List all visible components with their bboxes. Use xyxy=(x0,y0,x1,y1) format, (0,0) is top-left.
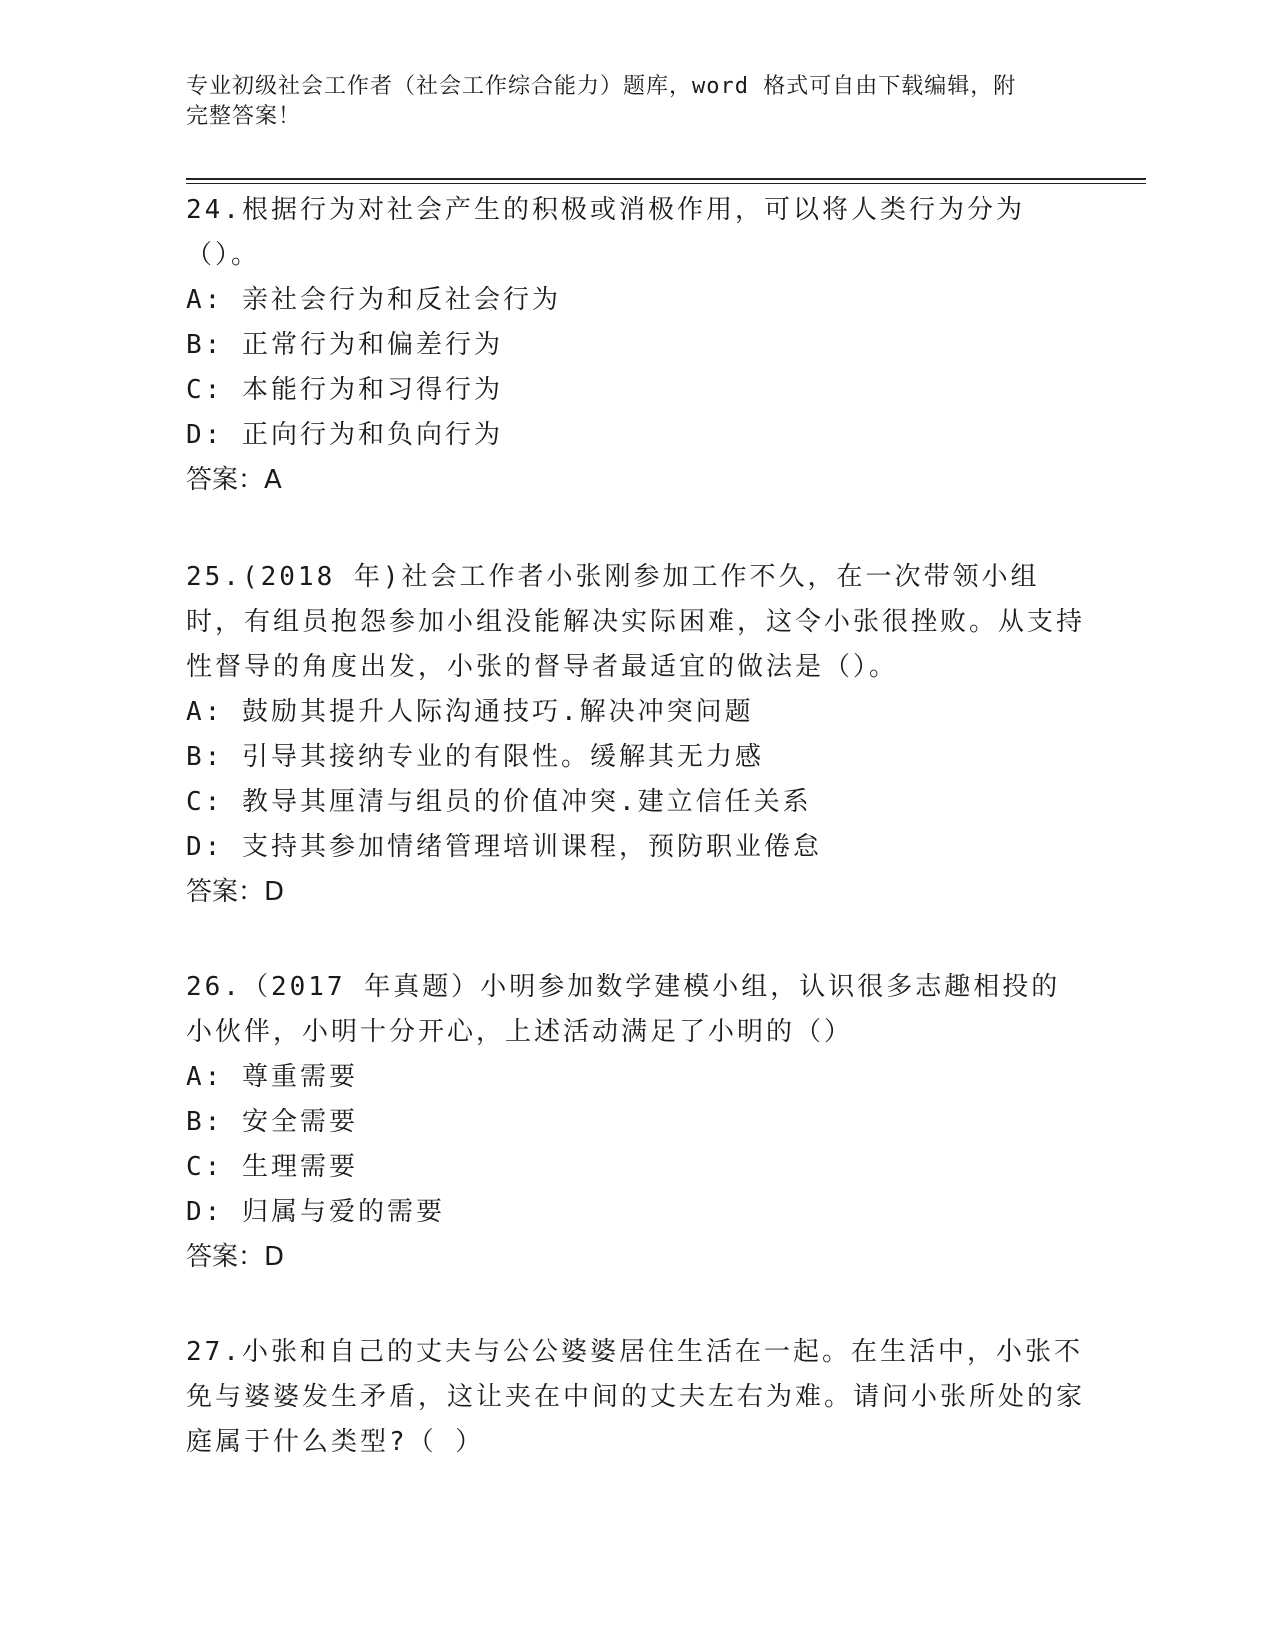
question-27 xyxy=(186,1330,1086,1465)
question-26 xyxy=(186,965,1086,1280)
option-c: C: 本能行为和习得行为 xyxy=(186,375,503,405)
question-stem: 26.（2017 年真题）小明参加数学建模小组，认识很多志趣相投的小伙伴，小明十分开心，上述活动满足了小明的（） xyxy=(186,972,1061,1047)
header-rule-thick xyxy=(186,178,1146,180)
option-a: A: 鼓励其提升人际沟通技巧.解决冲突问题 xyxy=(186,697,754,727)
option-b: B: 引导其接纳专业的有限性。缓解其无力感 xyxy=(186,742,764,772)
question-stem: 27.小张和自己的丈夫与公公婆婆居住生活在一起。在生活中，小张不免与婆婆发生矛盾，这让夹在中间的丈夫左右为难。请问小张所处的家庭属于什么类型?（ ） xyxy=(186,1337,1086,1457)
question-stem: 24.根据行为对社会产生的积极或消极作用，可以将人类行为分为（）。 xyxy=(186,195,1025,270)
option-d: D: 归属与爱的需要 xyxy=(186,1197,445,1227)
option-b: B: 正常行为和偏差行为 xyxy=(186,330,503,360)
question-stem: 25.(2018 年)社会工作者小张刚参加工作不久，在一次带领小组时，有组员抱怨参加小组没能解决实际困难，这令小张很挫败。从支持性督导的角度出发，小张的督导者最适宜的做法是（）。 xyxy=(186,562,1086,682)
answer: 答案：D xyxy=(186,1242,285,1272)
option-d: D: 正向行为和负向行为 xyxy=(186,420,503,450)
answer: 答案：D xyxy=(186,877,285,907)
document-page xyxy=(186,0,1146,1650)
option-c: C: 生理需要 xyxy=(186,1152,358,1182)
option-d: D: 支持其参加情绪管理培训课程，预防职业倦怠 xyxy=(186,832,822,862)
option-a: A: 尊重需要 xyxy=(186,1062,358,1092)
option-a: A: 亲社会行为和反社会行为 xyxy=(186,285,561,315)
document-header xyxy=(186,72,1086,132)
header-line-2: 完整答案！ xyxy=(186,104,302,129)
answer: 答案：A xyxy=(186,465,282,495)
question-24 xyxy=(186,188,1086,503)
header-rule-thin xyxy=(186,183,1146,184)
header-line-1: 专业初级社会工作者（社会工作综合能力）题库，word 格式可自由下载编辑，附 xyxy=(186,74,1017,99)
question-25 xyxy=(186,555,1086,915)
option-b: B: 安全需要 xyxy=(186,1107,358,1137)
option-c: C: 教导其厘清与组员的价值冲突.建立信任关系 xyxy=(186,787,812,817)
